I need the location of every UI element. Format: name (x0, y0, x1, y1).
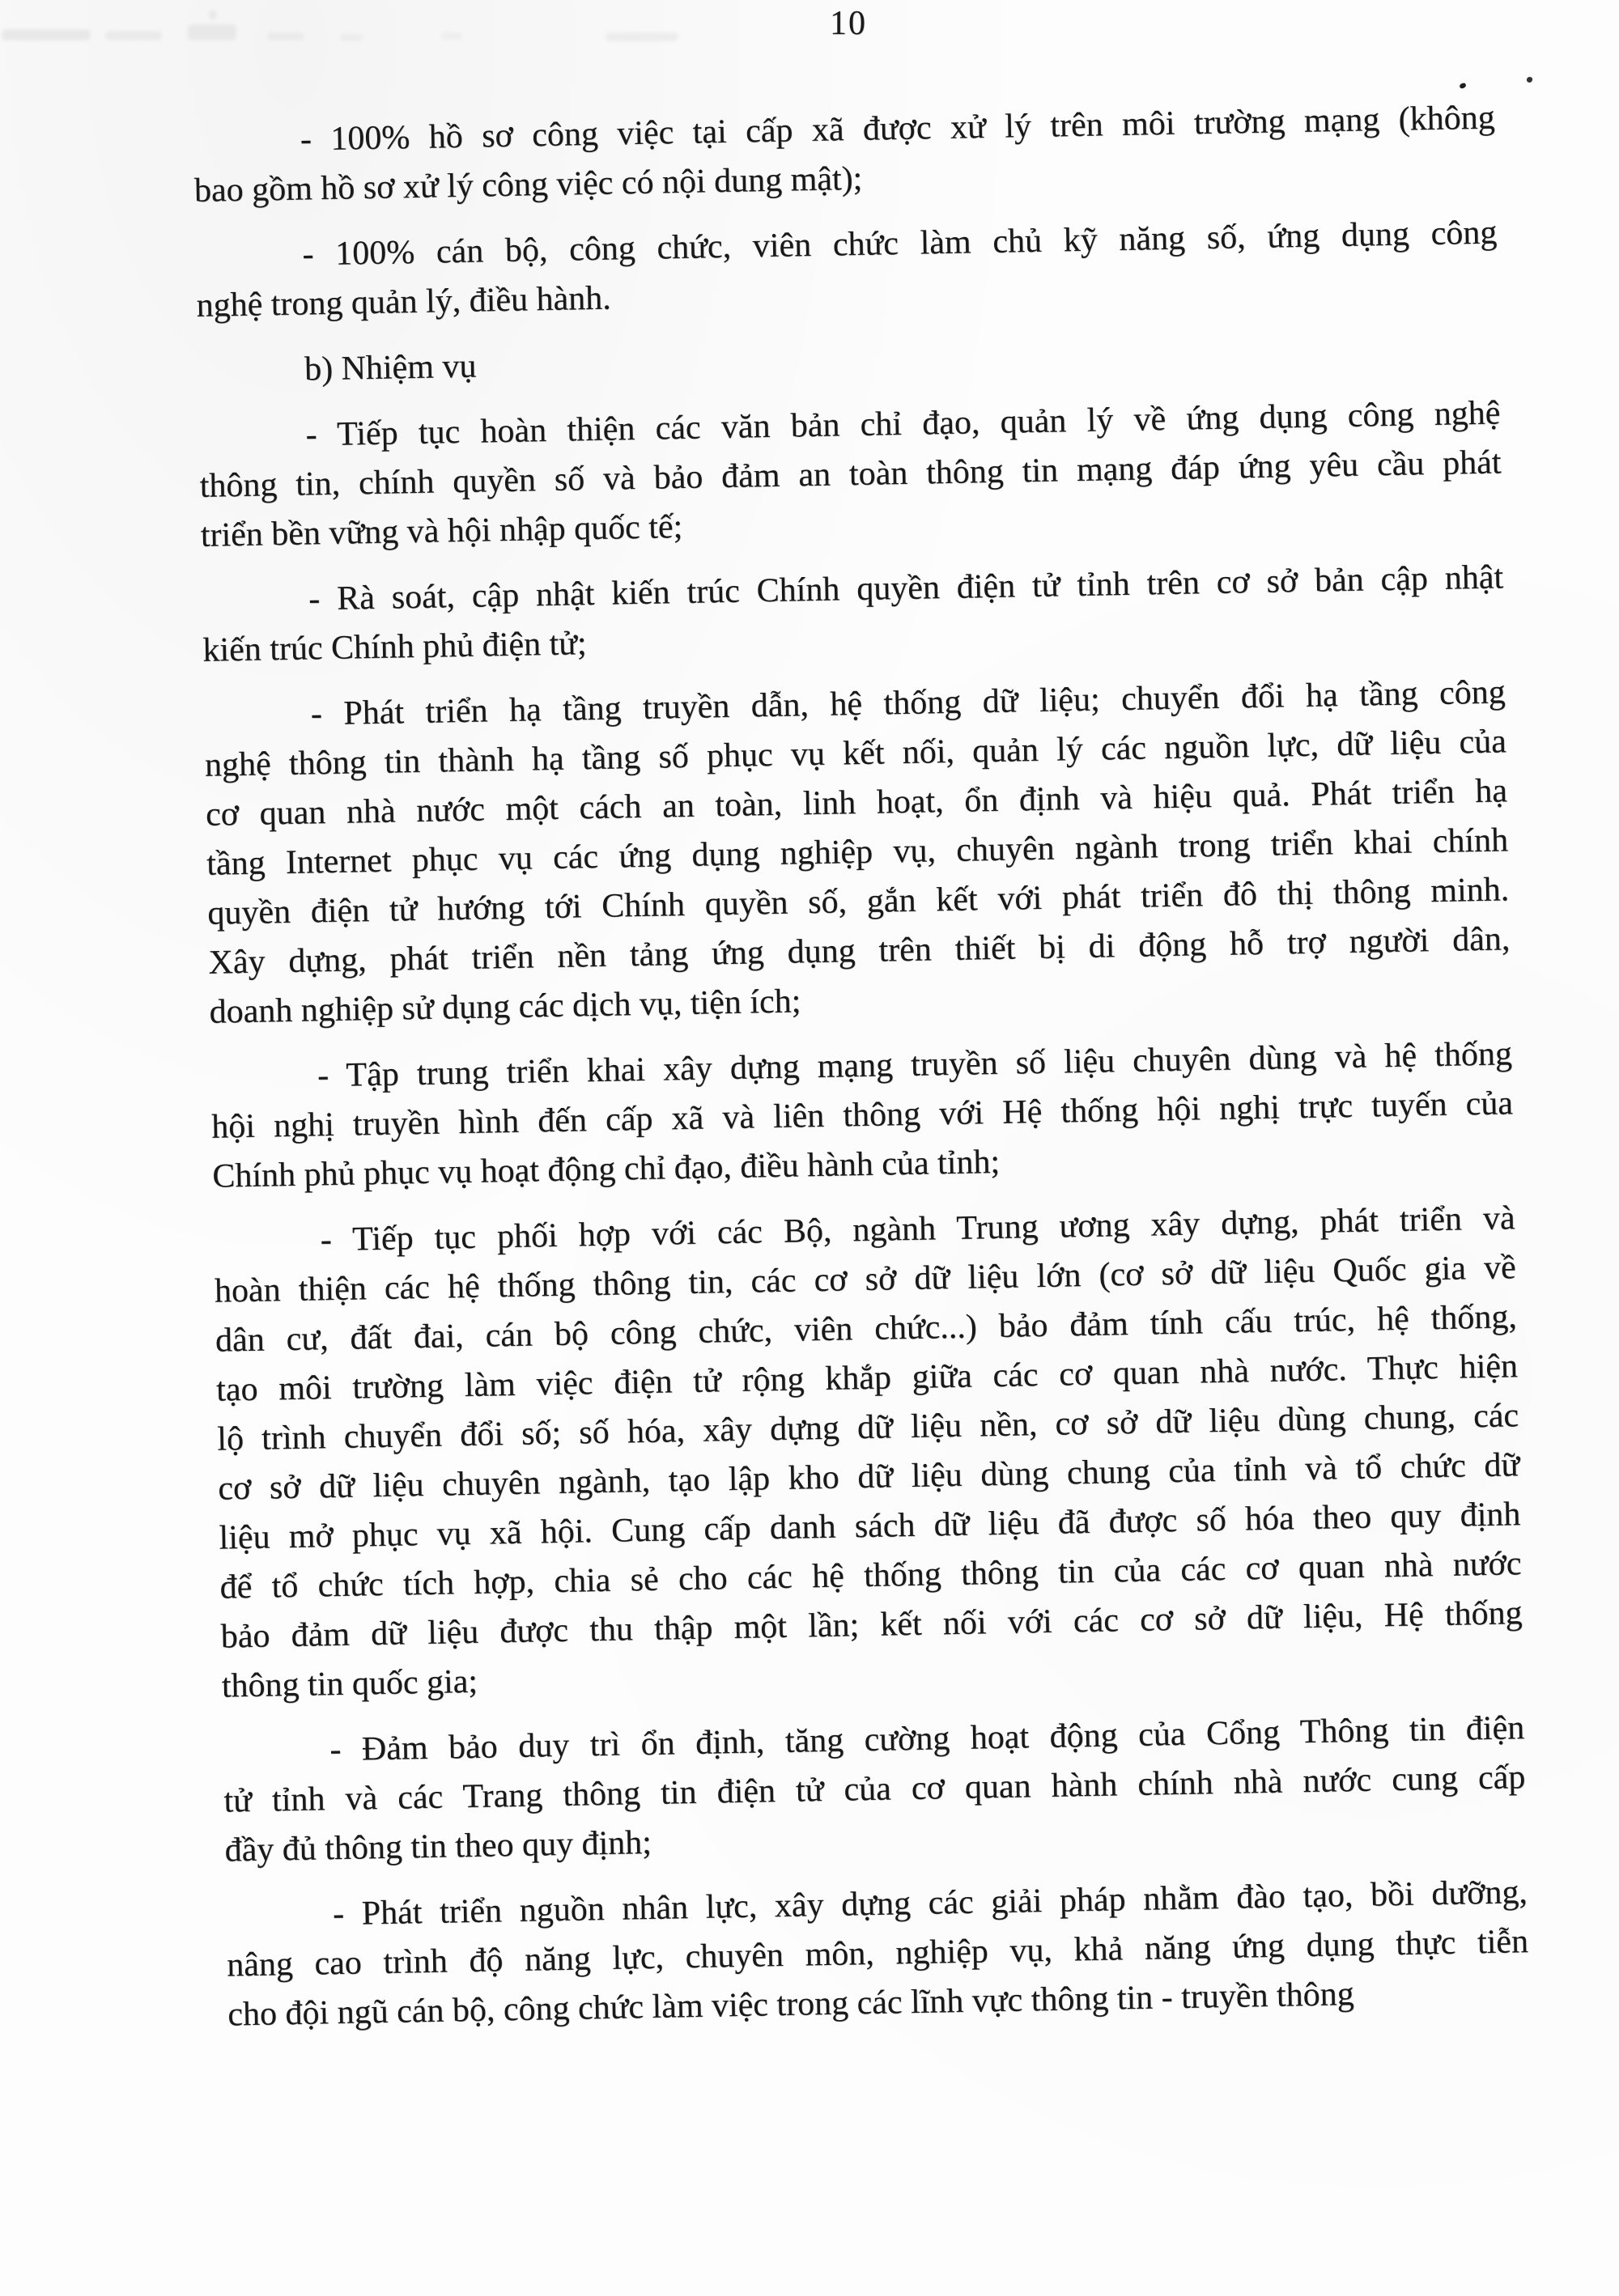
text-line: bảo đảm dữ liệu được thu thập một lần; kết nối với các cơ sở dữ liệu, Hệ thống (220, 1594, 1523, 1656)
text-line: tử tỉnh và các Trang thông tin điện tử của cơ quan hành chính nhà nước cung cấp (223, 1759, 1526, 1820)
text-line: lộ trình chuyển đổi số; số hóa, xây dựng dữ liệu nền, cơ sở dữ liệu dùng chung, các (216, 1397, 1519, 1458)
scan-smudge (2, 29, 91, 40)
text-line: nâng cao trình độ năng lực, chuyên môn, nghiệp vụ, khả năng ứng dụng thực tiễn (226, 1923, 1529, 1984)
text-line: nghệ trong quản lý, điều hành. (196, 279, 612, 325)
text-line: nghệ thông tin thành hạ tầng số phục vụ kết nối, quản lý các nguồn lực, dữ liệu của (204, 723, 1507, 784)
paragraph (198, 388, 1502, 560)
text-line: bao gồm hồ sơ xử lý công việc có nội dung mật); (193, 159, 863, 210)
text-line: - 100% cán bộ, công chức, viên chức làm chủ kỹ năng số, ứng dụng công (302, 214, 1498, 274)
text-line: cơ quan nhà nước một cách an toàn, linh hoạt, ổn định và hiệu quả. Phát triển hạ (205, 772, 1508, 834)
scan-smudge (441, 32, 462, 40)
text-line: kiến trúc Chính phủ điện tử; (202, 625, 587, 669)
paragraph (223, 1704, 1527, 1875)
text-line: - Tập trung triển khai xây dựng mạng truyền số liệu chuyên dùng và hệ thống (317, 1035, 1513, 1095)
text-line: quyền điện tử hướng tới Chính quyền số, gắn kết với phát triển đô thị thông minh. (206, 871, 1510, 932)
text-line: cơ sở dữ liệu chuyên ngành, tạo lập kho dữ liệu dùng chung của tỉnh và tổ chức dữ (218, 1446, 1520, 1508)
paragraph (203, 668, 1511, 1037)
text-line: - Tiếp tục hoàn thiện các văn bản chỉ đạo, quản lý về ứng dụng công nghệ (305, 394, 1501, 454)
text-line: doanh nghiệp sử dụng các dịch vụ, tiện ích; (209, 982, 801, 1031)
paragraph (202, 553, 1505, 675)
paragraph (213, 1194, 1523, 1711)
scan-speck (1526, 76, 1533, 83)
text-line: - Đảm bảo duy trì ổn định, tăng cường hoạt động của Cổng Thông tin điện (329, 1709, 1525, 1769)
text-line: dân cư, đất đai, cán bộ công chức, viên chức...) bảo đảm tính cấu trúc, hệ thống, (215, 1298, 1518, 1360)
scan-smudge (606, 32, 678, 41)
text-line: tạo môi trường làm việc điện tử rộng khắp giữa các cơ quan nhà nước. Thực hiện (215, 1347, 1519, 1409)
text-line: Chính phủ phục vụ hoạt động chỉ đạo, điều hành của tỉnh; (211, 1143, 1001, 1195)
text-line: thông tin, chính quyền số và bảo đảm an toàn thông tin mạng đáp ứng yêu cầu phát (199, 443, 1502, 505)
text-line: - Phát triển hạ tầng truyền dẫn, hệ thống dữ liệu; chuyển đổi hạ tầng công (310, 673, 1506, 733)
paragraph (195, 208, 1498, 330)
document-body (193, 93, 1529, 2039)
scan-speck (1459, 83, 1467, 89)
text-line: - 100% hồ sơ công việc tại cấp xã được xử lý trên môi trường mạng (không (300, 99, 1496, 159)
page-number: 10 (830, 5, 867, 42)
text-line: thông tin quốc gia; (221, 1662, 478, 1705)
paragraph (193, 93, 1496, 215)
text-line: - Phát triển nguồn nhân lực, xây dựng các giải pháp nhằm đào tạo, bồi dưỡng, (332, 1874, 1528, 1933)
text-line: tầng Internet phục vụ các ứng dụng nghiệp vụ, chuyên ngành trong triển khai chính (206, 821, 1509, 883)
text-line: - Tiếp tục phối hợp với các Bộ, ngành Trung ương xây dựng, phát triển và (320, 1199, 1515, 1259)
scan-smudge (209, 10, 217, 19)
scan-smudge (105, 31, 162, 40)
scan-smudge (340, 34, 363, 41)
text-line: hội nghị truyền hình đến cấp xã và liên thông với Hệ thống hội nghị trực tuyến của (210, 1084, 1514, 1146)
paragraph (210, 1029, 1515, 1201)
section-heading (198, 323, 1500, 396)
text-line: Xây dựng, phát triển nền tảng ứng dụng trên thiết bị di động hỗ trợ người dân, (208, 920, 1511, 982)
text-line: đầy đủ thông tin theo quy định; (224, 1823, 652, 1869)
text-line: - Rà soát, cập nhật kiến trúc Chính quyền điện tử tỉnh trên cơ sở bản cập nhật (308, 558, 1504, 618)
paragraph (226, 1868, 1530, 2039)
scan-smudge (188, 24, 236, 40)
text-line: hoàn thiện các hệ thống thông tin, các cơ sở dữ liệu lớn (cơ sở dữ liệu Quốc gia về (214, 1249, 1517, 1310)
scan-smudge (267, 32, 304, 40)
text-line: để tổ chức tích hợp, chia sẻ cho các hệ thống thông tin của các cơ quan nhà nước (219, 1545, 1522, 1606)
text-line: b) Nhiệm vụ (304, 347, 477, 388)
text-line: cho đội ngũ cán bộ, công chức làm việc trong các lĩnh vực thông tin - truyền thông (227, 1976, 1355, 2034)
text-line: triển bền vững và hội nhập quốc tế; (200, 507, 683, 554)
text-line: liệu mở phục vụ xã hội. Cung cấp danh sách dữ liệu đã được số hóa theo quy định (219, 1496, 1521, 1557)
